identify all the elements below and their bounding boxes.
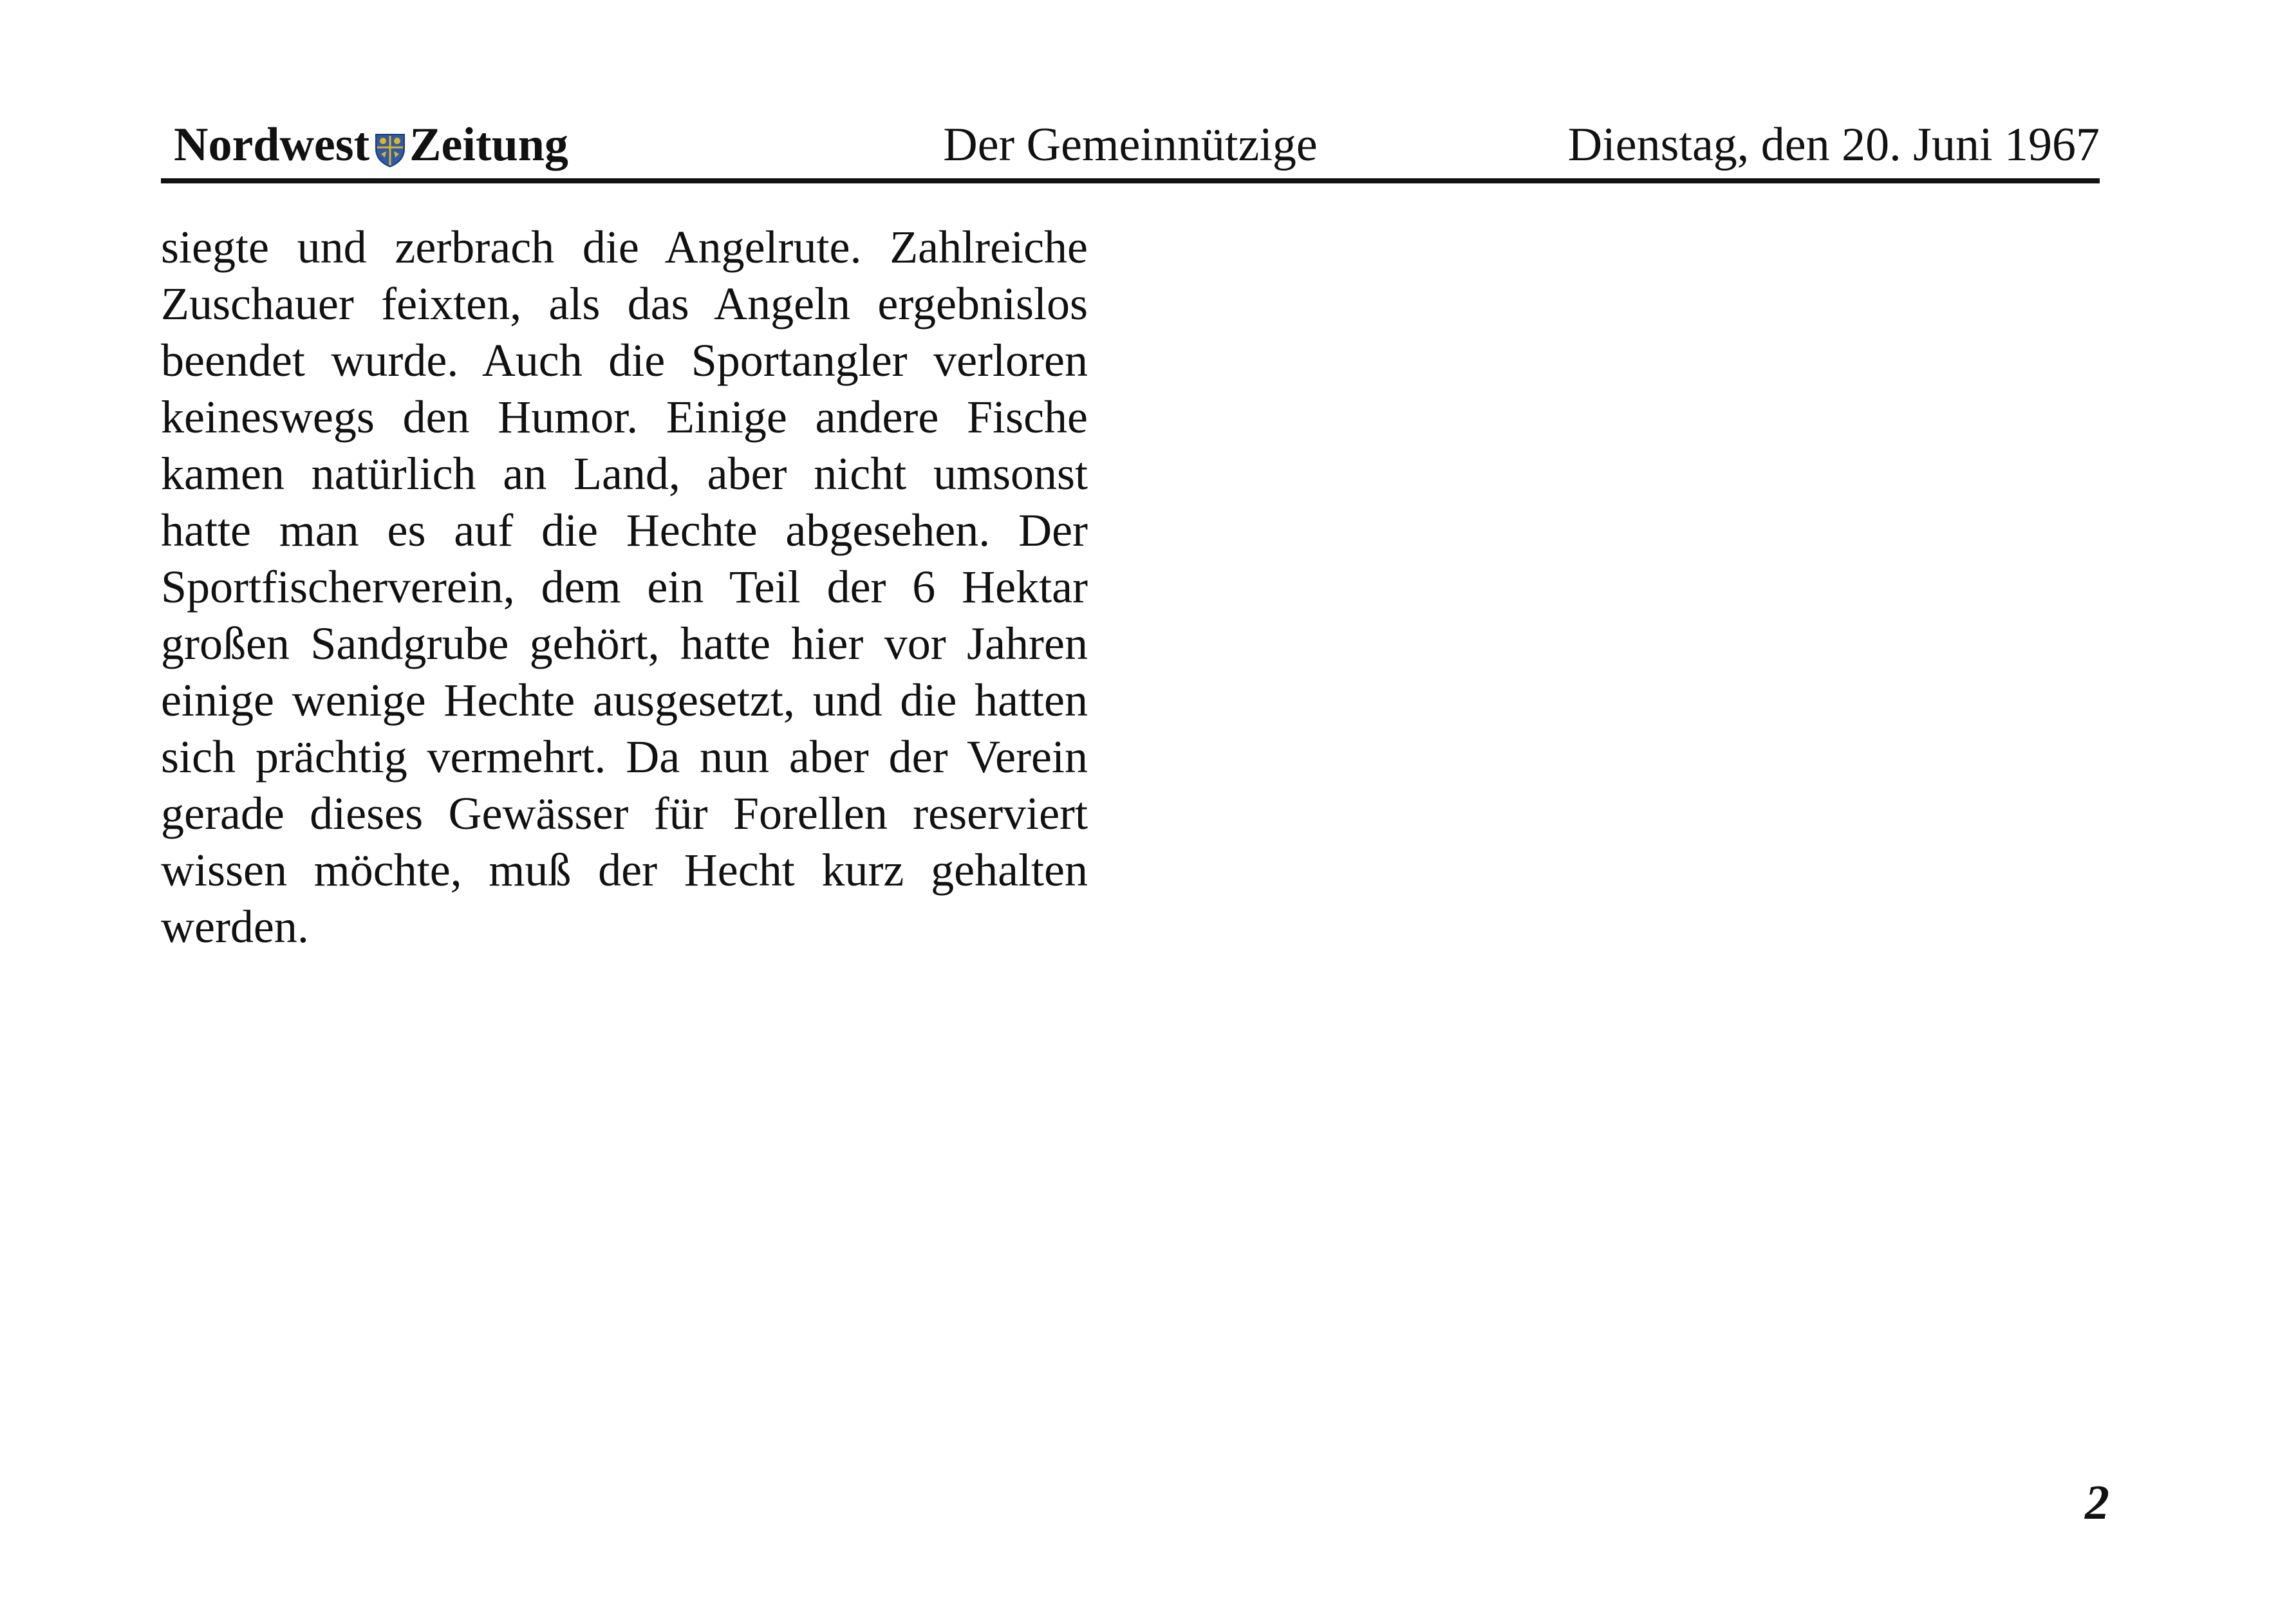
page-number: 2: [2085, 1476, 2109, 1530]
masthead: [161, 113, 2100, 183]
article-body: siegte und zerbrach die Angelrute. Zahlreiche Zuschauer feixten, als das Angeln ergebnislos beendet wurde. Auch die Sportangler verloren keineswegs den Humor. Einige andere Fische kamen natürlich an Land, aber nicht umsonst hatte man es auf die Hechte abgesehen. Der Sportfischerverein, dem ein Teil der 6 Hektar großen Sandgrube gehört, hatte hier vor Jahren einige wenige Hechte ausgesetzt, und die hatten sich prächtig vermehrt. Da nun aber der Verein gerade dieses Gewässer für Forellen reserviert wissen möchte, muß der Hecht kurz gehalten werden.: [161, 221, 1088, 952]
issue-date: Dienstag, den 20. Juni 1967: [1567, 118, 2100, 171]
brand-name-left: Nordwest: [174, 118, 370, 171]
brand-name-right: Zeitung: [409, 118, 568, 171]
section-title: Der Gemeinnützige: [943, 118, 1318, 171]
